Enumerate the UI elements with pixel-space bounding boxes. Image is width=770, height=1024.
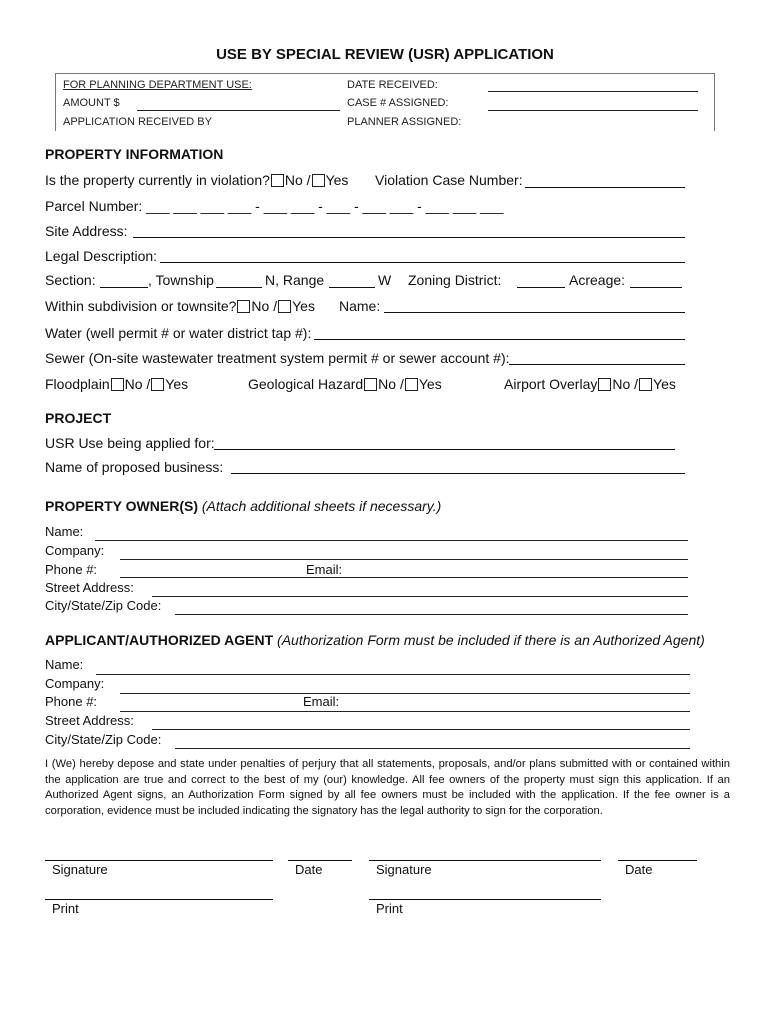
subdivision-name-label: Name: xyxy=(339,298,381,314)
case-assigned-field[interactable] xyxy=(488,110,698,111)
violation-question: Is the property currently in violation? xyxy=(45,172,270,188)
owner-print-line[interactable] xyxy=(45,899,273,900)
airport-no-label: No / xyxy=(612,376,639,392)
owner-date-label: Date xyxy=(295,862,323,877)
geological-yes-checkbox[interactable] xyxy=(405,378,418,391)
floodplain-no-checkbox[interactable] xyxy=(111,378,124,391)
acreage-label: Acreage: xyxy=(569,272,626,288)
floodplain-row xyxy=(45,376,188,392)
owner-email-label: Email: xyxy=(306,562,343,577)
applicant-signature-line[interactable] xyxy=(369,860,601,861)
owners-heading: PROPERTY OWNER(S) xyxy=(45,498,198,514)
owner-phone-label: Phone #: xyxy=(45,562,98,577)
usr-use-label: USR Use being applied for: xyxy=(45,435,215,451)
usr-use-field[interactable] xyxy=(214,449,675,450)
owners-heading-row xyxy=(45,498,441,514)
geological-yes-label: Yes xyxy=(418,376,442,392)
business-name-field[interactable] xyxy=(231,473,685,474)
range-w-label: W xyxy=(378,272,392,288)
violation-no-label: No / xyxy=(284,172,311,188)
amount-label: AMOUNT $ xyxy=(63,97,120,109)
violation-no-checkbox[interactable] xyxy=(271,174,284,187)
airport-row xyxy=(504,376,676,392)
violation-case-label: Violation Case Number: xyxy=(375,172,523,188)
business-name-label: Name of proposed business: xyxy=(45,459,224,475)
range-field[interactable] xyxy=(329,287,375,288)
floodplain-label: Floodplain xyxy=(45,376,110,392)
zoning-district-label: Zoning District: xyxy=(408,272,502,288)
airport-yes-label: Yes xyxy=(653,376,676,392)
zoning-district-field[interactable] xyxy=(517,287,565,288)
section-field[interactable] xyxy=(100,287,148,288)
subdivision-name-field[interactable] xyxy=(384,312,685,313)
geological-label: Geological Hazard xyxy=(248,376,364,392)
form-title: USE BY SPECIAL REVIEW (USR) APPLICATION xyxy=(216,46,554,63)
violation-yes-label: Yes xyxy=(325,172,349,188)
airport-no-checkbox[interactable] xyxy=(598,378,611,391)
sewer-label: Sewer (On-site wastewater treatment system permit # or sewer account #): xyxy=(45,350,510,366)
applicant-date-line[interactable] xyxy=(618,860,697,861)
property-information-heading: PROPERTY INFORMATION xyxy=(45,146,224,162)
township-field[interactable] xyxy=(216,287,262,288)
owner-signature-label: Signature xyxy=(52,862,108,877)
legal-description-field[interactable] xyxy=(160,262,685,263)
owner-city-field[interactable] xyxy=(175,614,688,615)
owner-street-field[interactable] xyxy=(152,596,688,597)
applicant-heading-row xyxy=(45,632,705,648)
applicant-city-label: City/State/Zip Code: xyxy=(45,732,162,747)
subdivision-no-label: No / xyxy=(251,298,278,314)
applicant-name-label: Name: xyxy=(45,657,84,672)
applicant-company-label: Company: xyxy=(45,676,105,691)
declaration-text: I (We) hereby depose and state under penalties of perjury that all statements, proposals, and/or plans submitted with or contained within the application are true and correct to the best of my (our) knowledge. All fee owners of the property must sign this application. If an Authorized Agent signs, an Authorization Form signed by all fee owners must be included with the application. If the fee owner is a corporation, evidence must be included indicating the signatory has the legal authority to sign for the corporation. xyxy=(45,758,730,817)
case-assigned-label: CASE # ASSIGNED: xyxy=(347,97,449,109)
geological-no-label: No / xyxy=(378,376,404,392)
violation-case-field[interactable] xyxy=(525,187,685,188)
section-label: Section: xyxy=(45,272,96,288)
subdivision-no-checkbox[interactable] xyxy=(237,300,250,313)
violation-row xyxy=(45,172,348,188)
subdivision-question: Within subdivision or townsite? xyxy=(45,298,237,314)
applicant-name-field[interactable] xyxy=(96,674,690,675)
applicant-company-field[interactable] xyxy=(120,693,690,694)
floodplain-no-label: No / xyxy=(124,376,151,392)
subdivision-yes-checkbox[interactable] xyxy=(278,300,291,313)
subdivision-yes-label: Yes xyxy=(292,298,315,314)
range-label: N, Range xyxy=(265,272,325,288)
applicant-street-label: Street Address: xyxy=(45,713,134,728)
date-received-field[interactable] xyxy=(488,91,698,92)
applicant-heading: APPLICANT/AUTHORIZED AGENT xyxy=(45,632,274,648)
applicant-print-label: Print xyxy=(376,901,403,916)
owner-company-label: Company: xyxy=(45,543,105,558)
township-label: , Township xyxy=(148,272,214,288)
water-label: Water (well permit # or water district tap #): xyxy=(45,325,312,341)
sewer-field[interactable] xyxy=(509,364,685,365)
applicant-note: (Authorization Form must be included if there is an Authorized Agent) xyxy=(277,632,705,648)
site-address-label: Site Address: xyxy=(45,223,128,239)
planner-assigned-label: PLANNER ASSIGNED: xyxy=(347,116,462,128)
amount-field[interactable] xyxy=(137,110,340,111)
airport-label: Airport Overlay xyxy=(504,376,598,392)
received-by-label: APPLICATION RECEIVED BY xyxy=(63,116,212,128)
applicant-phone-label: Phone #: xyxy=(45,694,98,709)
project-heading: PROJECT xyxy=(45,410,112,426)
owner-company-field[interactable] xyxy=(120,559,688,560)
floodplain-yes-checkbox[interactable] xyxy=(151,378,164,391)
parcel-number-field[interactable]: Parcel Number: ___ ___ ___ ___ - ___ ___ - ___ - ___ ___ - ___ ___ ___ xyxy=(45,198,504,214)
water-field[interactable] xyxy=(314,339,685,340)
floodplain-yes-label: Yes xyxy=(165,376,189,392)
owner-signature-line[interactable] xyxy=(45,860,273,861)
date-received-label: DATE RECEIVED: xyxy=(347,79,438,91)
owner-street-label: Street Address: xyxy=(45,580,134,595)
applicant-email-label: Email: xyxy=(303,694,340,709)
applicant-print-line[interactable] xyxy=(369,899,601,900)
owner-name-label: Name: xyxy=(45,524,84,539)
legal-description-label: Legal Description: xyxy=(45,248,158,264)
applicant-signature-label: Signature xyxy=(376,862,432,877)
owner-name-field[interactable] xyxy=(95,540,688,541)
acreage-field[interactable] xyxy=(630,287,682,288)
owners-note: (Attach additional sheets if necessary.) xyxy=(201,498,442,514)
applicant-phone-email-field[interactable] xyxy=(120,711,690,712)
owner-date-line[interactable] xyxy=(288,860,352,861)
geological-no-checkbox[interactable] xyxy=(364,378,377,391)
owner-phone-email-field[interactable] xyxy=(120,577,688,578)
owner-city-label: City/State/Zip Code: xyxy=(45,598,162,613)
applicant-date-label: Date xyxy=(625,862,653,877)
violation-yes-checkbox[interactable] xyxy=(312,174,325,187)
owner-print-label: Print xyxy=(52,901,79,916)
airport-yes-checkbox[interactable] xyxy=(639,378,652,391)
applicant-street-field[interactable] xyxy=(152,729,690,730)
site-address-field[interactable] xyxy=(133,237,685,238)
applicant-city-field[interactable] xyxy=(175,748,690,749)
geological-row xyxy=(248,376,442,392)
planning-use-header: FOR PLANNING DEPARTMENT USE: xyxy=(63,79,252,91)
subdivision-row xyxy=(45,298,315,314)
